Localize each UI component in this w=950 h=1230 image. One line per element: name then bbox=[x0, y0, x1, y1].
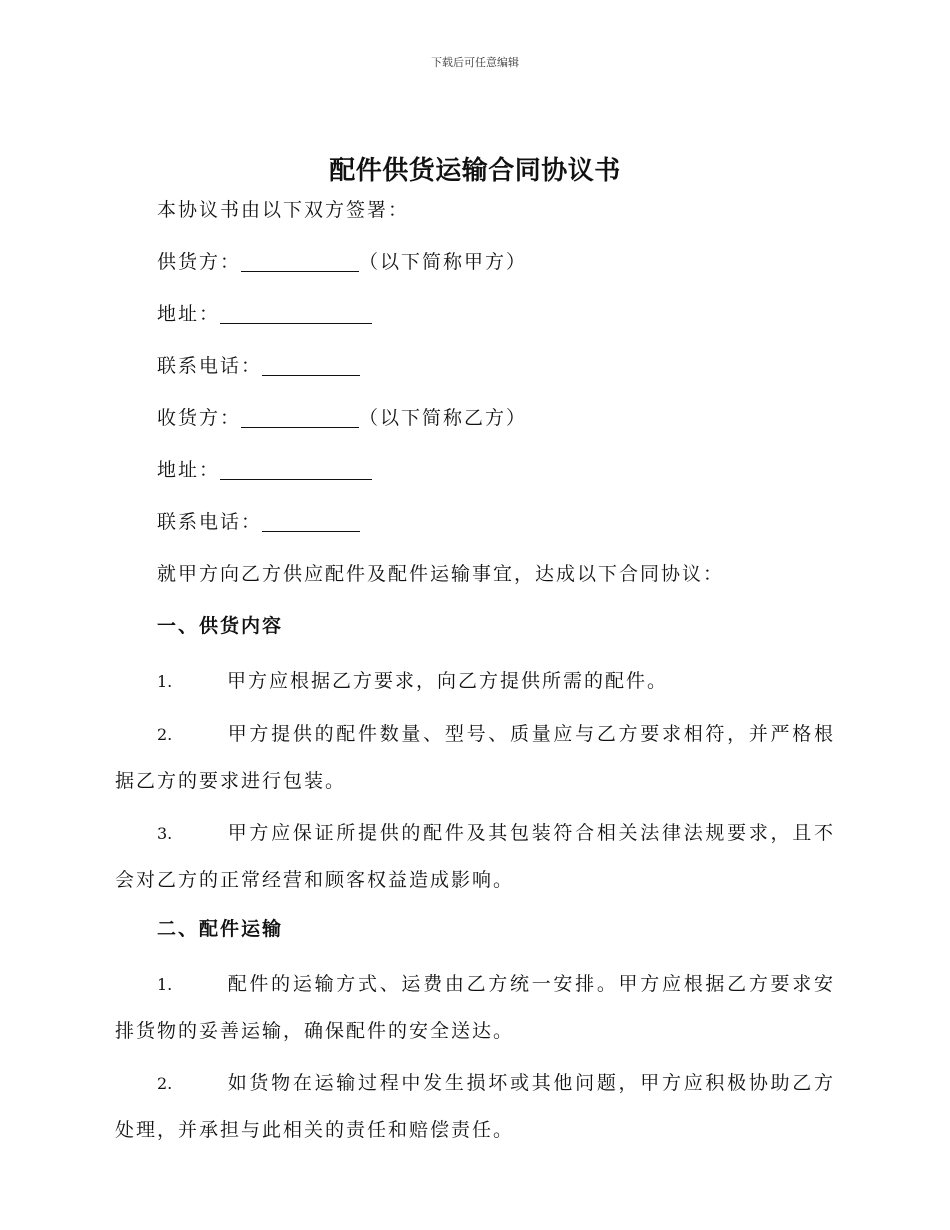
receiver-phone-label: 联系电话： bbox=[157, 511, 263, 533]
section1-item-2 bbox=[115, 711, 835, 804]
receiver-address-line bbox=[115, 450, 835, 502]
supplier-phone-blank[interactable] bbox=[262, 351, 360, 376]
item-text: 甲方应根据乙方要求，向乙方提供所需的配件。 bbox=[227, 670, 669, 692]
supplier-address-label: 地址： bbox=[157, 303, 221, 325]
supplier-phone-label: 联系电话： bbox=[157, 355, 263, 377]
document-body bbox=[115, 190, 835, 1159]
receiver-address-blank[interactable] bbox=[220, 455, 372, 480]
item-number: 2. bbox=[157, 1074, 173, 1093]
receiver-phone-blank[interactable] bbox=[262, 507, 360, 532]
document-title: 配件供货运输合同协议书 bbox=[329, 156, 621, 186]
page-header: 下载后可任意编辑 bbox=[431, 56, 519, 69]
supplier-note: （以下简称甲方） bbox=[359, 251, 528, 273]
section2-item-2 bbox=[115, 1060, 835, 1153]
item-text: 甲方应保证所提供的配件及其包装符合相关法律法规要求，且不会对乙方的正常经营和顾客权益造成影响。 bbox=[115, 822, 835, 891]
section1-item-1 bbox=[115, 658, 835, 705]
supplier-blank[interactable] bbox=[241, 247, 359, 272]
supplier-phone-line bbox=[115, 346, 835, 398]
intro-text: 本协议书由以下双方签署： bbox=[157, 199, 410, 221]
supplier-label: 供货方： bbox=[157, 251, 242, 273]
receiver-line bbox=[115, 398, 835, 450]
receiver-blank[interactable] bbox=[241, 403, 359, 428]
section2-item-1 bbox=[115, 961, 835, 1054]
item-number: 1. bbox=[157, 672, 173, 691]
intro-line bbox=[115, 190, 835, 242]
item-number: 1. bbox=[157, 975, 173, 994]
receiver-note: （以下简称乙方） bbox=[359, 407, 528, 429]
supplier-address-blank[interactable] bbox=[220, 299, 372, 324]
section1-heading: 一、供货内容 bbox=[157, 615, 284, 637]
item-number: 3. bbox=[157, 824, 173, 843]
item-text: 甲方提供的配件数量、型号、质量应与乙方要求相符，并严格根据乙方的要求进行包装。 bbox=[115, 723, 835, 792]
supplier-address-line bbox=[115, 294, 835, 346]
receiver-phone-line bbox=[115, 502, 835, 554]
section1-item-3 bbox=[115, 810, 835, 903]
preamble-text: 就甲方向乙方供应配件及配件运输事宜，达成以下合同协议： bbox=[157, 563, 725, 585]
section2-heading: 二、配件运输 bbox=[157, 918, 284, 940]
receiver-label: 收货方： bbox=[157, 407, 242, 429]
item-number: 2. bbox=[157, 725, 173, 744]
supplier-line bbox=[115, 242, 835, 294]
preamble-line bbox=[115, 554, 835, 606]
item-text: 如货物在运输过程中发生损坏或其他问题，甲方应积极协助乙方处理，并承担与此相关的责任和赔偿责任。 bbox=[115, 1072, 835, 1141]
receiver-address-label: 地址： bbox=[157, 459, 221, 481]
item-text: 配件的运输方式、运费由乙方统一安排。甲方应根据乙方要求安排货物的妥善运输，确保配件的安全送达。 bbox=[115, 973, 835, 1042]
